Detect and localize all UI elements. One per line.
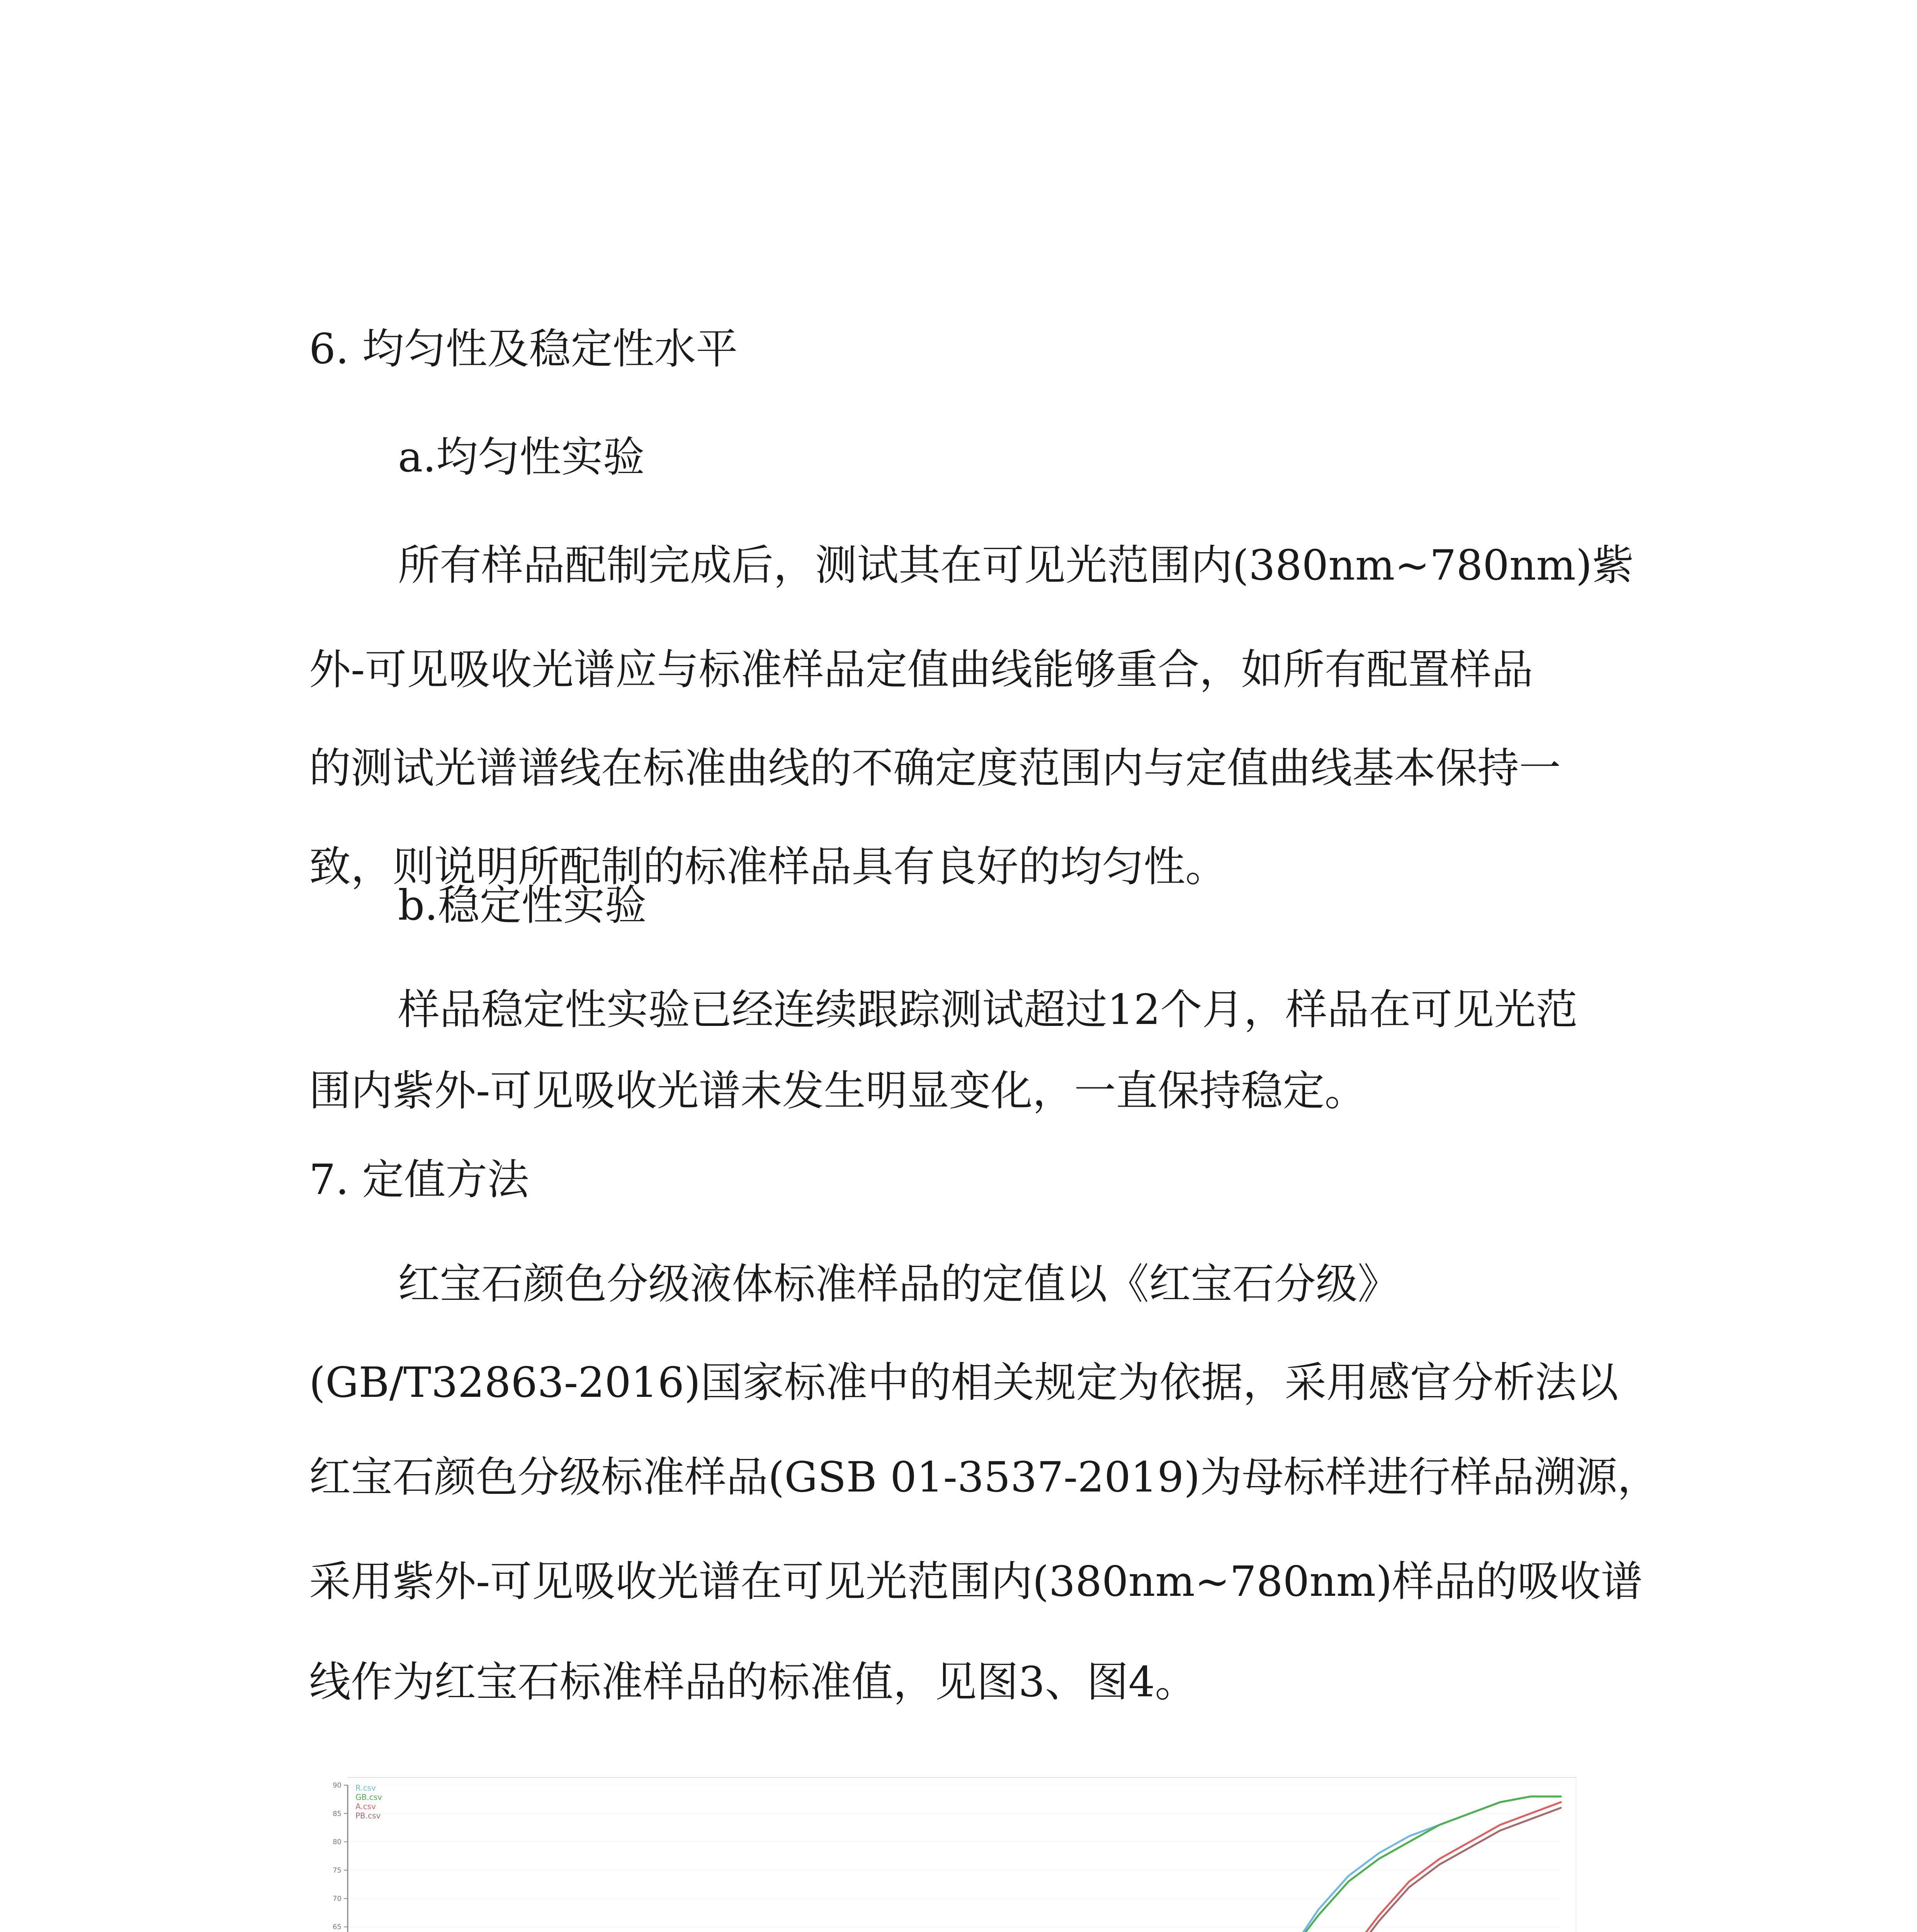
y-tick-label: 80 [333,1838,342,1846]
section-6-heading: 6. 均匀性及稳定性水平 [309,325,738,373]
homogeneity-paragraph-line-3: 的测试光谱谱线在标准曲线的不确定度范围内与定值曲线基本保持一 [309,744,1561,793]
value-method-line-2: (GB/T32863-2016)国家标准中的相关规定为依据，采用感官分析法以 [309,1359,1619,1407]
value-method-line-4: 采用紫外-可见吸收光谱在可见光范围内(380nm~780nm)样品的吸收谱 [309,1558,1643,1606]
value-method-line-1: 红宝石颜色分级液体标准样品的定值以《红宝石分级》 [398,1260,1400,1308]
stability-paragraph-line-2: 围内紫外-可见吸收光谱未发生明显变化，一直保持稳定。 [309,1067,1366,1115]
section-7-heading: 7. 定值方法 [309,1156,529,1204]
homogeneity-paragraph-line-4: 致，则说明所配制的标准样品具有良好的均匀性。 [309,843,1227,891]
value-method-line-3: 红宝石颜色分级标准样品(GSB 01-3537-2019)为母标样进行样品溯源， [309,1453,1659,1502]
legend-entry-a: A.csv [355,1802,376,1811]
y-tick-label: 65 [333,1923,342,1931]
value-method-line-5: 线作为红宝石标准样品的标准值，见图3、图4。 [309,1658,1197,1706]
homogeneity-paragraph-line-1: 所有样品配制完成后，测试其在可见光范围内(380nm~780nm)紫 [398,541,1634,590]
y-tick-label: 70 [333,1895,342,1903]
homogeneity-subheading: a.均匀性实验 [398,433,645,481]
legend-entry-gb: GB.csv [355,1793,382,1802]
homogeneity-paragraph-line-2: 外-可见吸收光谱应与标准样品定值曲线能够重合，如所有配置样品 [309,646,1533,694]
legend-entry-r: R.csv [355,1783,376,1793]
absorption-spectrum-chart [301,1770,1576,1932]
stability-subheading: b.稳定性实验 [398,881,647,930]
y-tick-label: 85 [333,1810,342,1818]
legend-entry-pb: PB.csv [355,1811,381,1820]
y-tick-label: 90 [333,1781,342,1789]
y-tick-label: 75 [333,1866,342,1874]
stability-paragraph-line-1: 样品稳定性实验已经连续跟踪测试超过12个月，样品在可见光范 [398,986,1578,1034]
